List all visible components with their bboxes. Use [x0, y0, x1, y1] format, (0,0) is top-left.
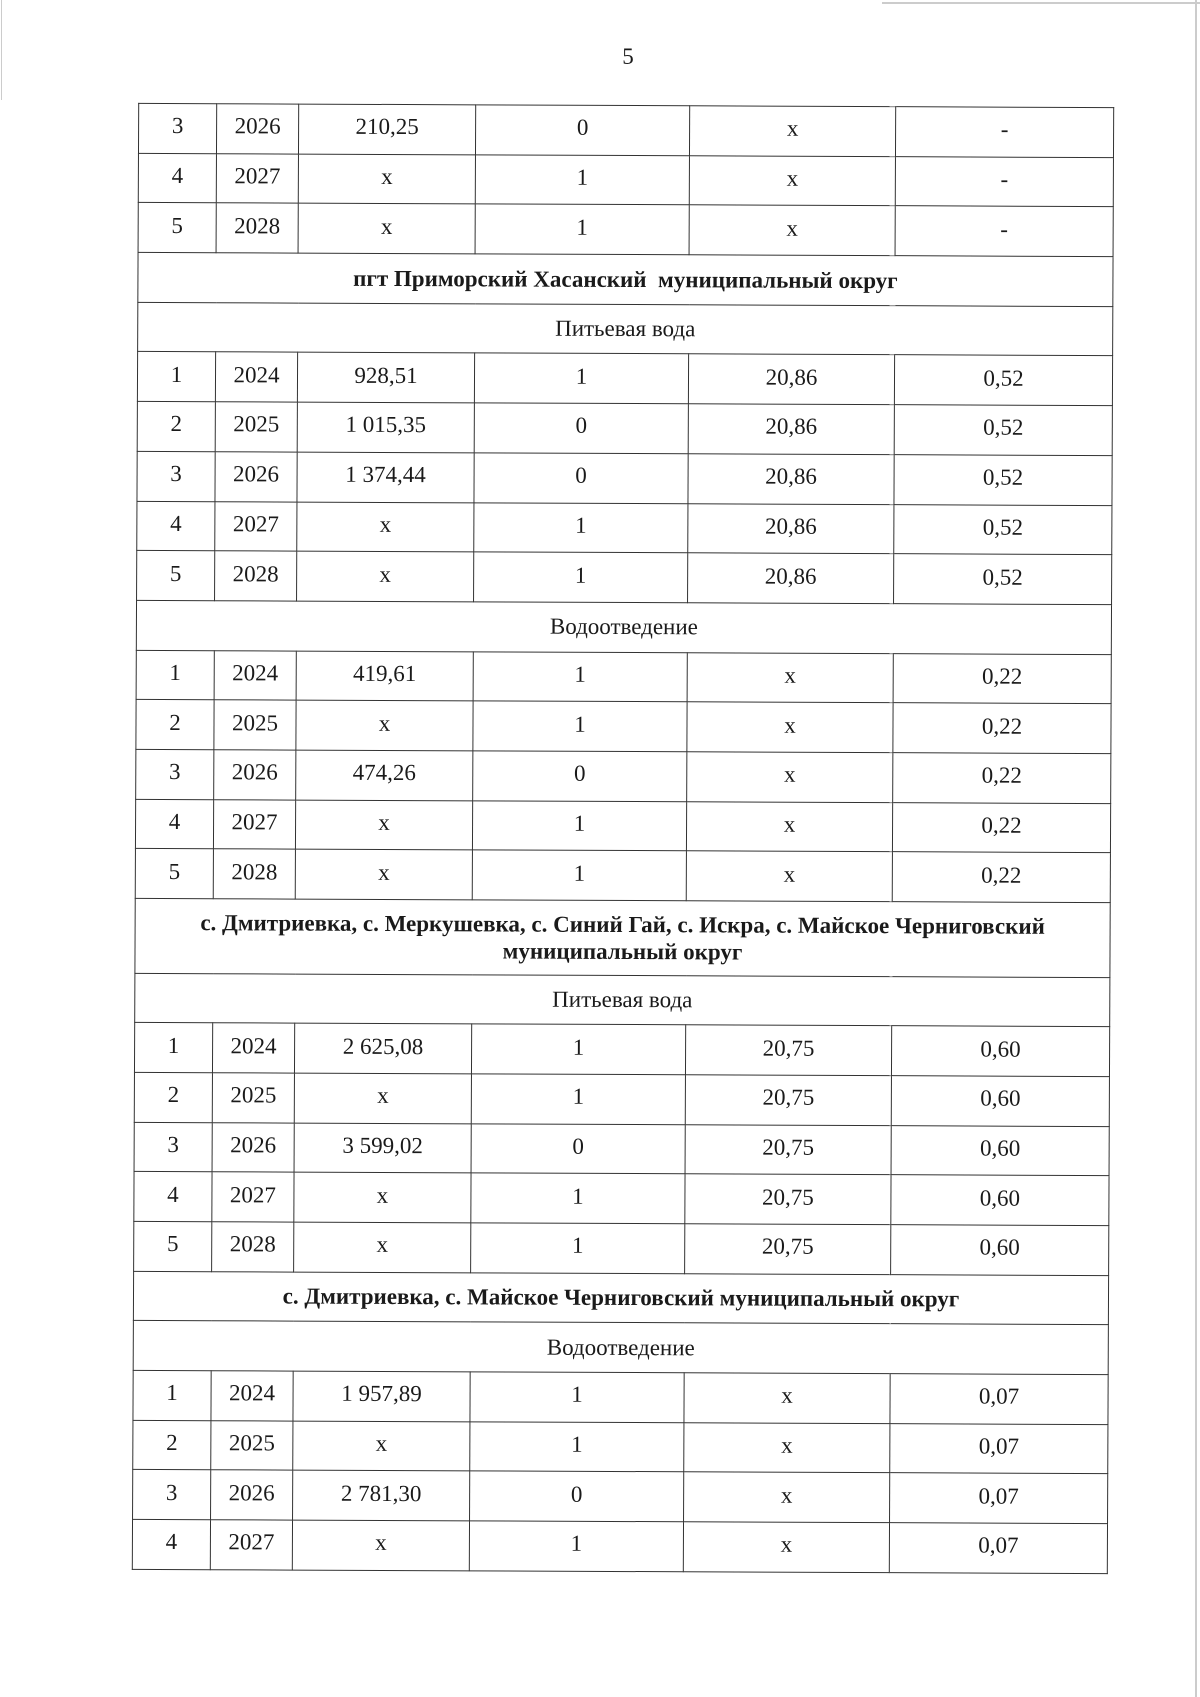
section-title-line: с. Дмитриевка, с. Майское Черниговский муниципальный округ [282, 1283, 960, 1312]
value-cell-4: 0 [475, 105, 689, 156]
section-header-row [133, 1271, 1108, 1325]
subsection-title: Водоотведение [136, 600, 1111, 654]
year-cell: 2025 [214, 700, 296, 750]
subsection-title: Водоотведение [133, 1321, 1108, 1375]
value-cell-6: 0,60 [891, 1175, 1109, 1226]
table-row [138, 203, 1113, 257]
row-number-cell: 3 [137, 451, 215, 501]
value-cell-6: 0,52 [894, 405, 1112, 456]
year-cell: 2024 [212, 1023, 294, 1073]
year-cell: 2027 [216, 153, 298, 203]
row-number-cell: 5 [138, 203, 216, 253]
value-cell-4: 1 [472, 800, 686, 851]
value-cell-3: х [298, 154, 475, 204]
value-cell-4: 1 [475, 155, 689, 206]
value-cell-3: х [297, 551, 474, 601]
value-cell-6: 0,22 [892, 802, 1110, 853]
value-cell-6: 0,60 [891, 1076, 1109, 1127]
value-cell-6: 0,22 [893, 703, 1111, 754]
table-row [134, 1023, 1109, 1077]
table-row [133, 1470, 1108, 1524]
table-row [132, 1519, 1107, 1573]
value-cell-6: 0,07 [890, 1473, 1108, 1524]
year-cell: 2026 [214, 750, 296, 800]
value-cell-6: 0,52 [894, 454, 1112, 505]
value-cell-5: х [684, 1472, 890, 1523]
row-number-cell: 4 [132, 1519, 210, 1569]
value-cell-5: 20,86 [688, 454, 894, 505]
value-cell-5: х [687, 652, 893, 703]
value-cell-6: 0,60 [891, 1225, 1109, 1276]
value-cell-6: 0,07 [889, 1523, 1107, 1574]
year-cell: 2025 [215, 402, 297, 452]
year-cell: 2027 [215, 501, 297, 551]
subsection-header-row [133, 1321, 1108, 1375]
year-cell: 2025 [211, 1420, 293, 1470]
table-row [134, 1122, 1109, 1176]
value-cell-3: 1 015,35 [297, 402, 474, 452]
table-row [136, 700, 1111, 754]
subsection-header-row [136, 600, 1111, 654]
value-cell-6: 0,52 [894, 504, 1112, 555]
year-cell: 2024 [215, 352, 297, 402]
page-number: 5 [622, 44, 634, 69]
value-cell-5: 20,75 [685, 1124, 891, 1175]
value-cell-4: 1 [474, 353, 688, 404]
value-cell-6: 0,22 [893, 753, 1111, 804]
table-row [137, 451, 1112, 505]
table-row [133, 1370, 1108, 1424]
value-cell-3: 2 781,30 [293, 1470, 470, 1520]
value-cell-6: 0,52 [894, 554, 1112, 605]
year-cell: 2028 [216, 203, 298, 253]
value-cell-5: х [684, 1422, 890, 1473]
section-title-line: муниципальный округ [502, 938, 743, 965]
row-number-cell: 2 [134, 1072, 212, 1122]
scan-edge-line [882, 2, 1200, 4]
row-number-cell: 4 [134, 1172, 212, 1222]
year-cell: 2026 [215, 452, 297, 502]
table-row [134, 1072, 1109, 1126]
value-cell-5: х [683, 1522, 889, 1573]
section-title-line: пгт Приморский Хасанский муниципальный округ [353, 265, 898, 294]
value-cell-3: 474,26 [296, 750, 473, 800]
section-header-row [135, 898, 1110, 977]
row-number-cell: 3 [133, 1470, 211, 1520]
row-number-cell: 1 [134, 1023, 212, 1073]
value-cell-4: 1 [473, 651, 687, 702]
value-cell-6: 0,22 [893, 653, 1111, 704]
row-number-cell: 5 [134, 1221, 212, 1271]
section-title-line: с. Дмитриевка, с. Меркушевка, с. Синий Гай, с. Искра, с. Майское Черниговский [200, 909, 1045, 939]
value-cell-4: 1 [469, 1521, 683, 1572]
value-cell-4: 1 [475, 204, 689, 255]
value-cell-3: 1 374,44 [297, 452, 474, 502]
value-cell-4: 1 [471, 1223, 685, 1274]
table-row [134, 1221, 1109, 1275]
value-cell-3: 419,61 [296, 651, 473, 701]
year-cell: 2027 [210, 1520, 292, 1570]
value-cell-4: 1 [474, 502, 688, 553]
scan-edge-line [1195, 0, 1197, 1697]
value-cell-5: х [687, 702, 893, 753]
subsection-header-row [135, 973, 1110, 1027]
row-number-cell: 3 [136, 749, 214, 799]
value-cell-4: 0 [470, 1471, 684, 1522]
value-cell-5: х [689, 106, 895, 157]
value-cell-5: 20,86 [688, 503, 894, 554]
table-body [132, 103, 1113, 1573]
value-cell-5: 20,86 [688, 404, 894, 455]
table-row [138, 103, 1113, 157]
table-row [135, 799, 1110, 853]
value-cell-4: 1 [470, 1372, 684, 1423]
value-cell-3: х [296, 700, 473, 750]
value-cell-6: - [895, 206, 1113, 257]
value-cell-4: 0 [471, 1123, 685, 1174]
table-row [136, 749, 1111, 803]
value-cell-5: 20,75 [685, 1025, 891, 1076]
value-cell-3: х [294, 1073, 471, 1123]
subsection-title: Питьевая вода [135, 973, 1110, 1027]
value-cell-3: х [294, 1222, 471, 1272]
value-cell-5: 20,86 [688, 354, 894, 405]
value-cell-4: 1 [471, 1173, 685, 1224]
value-cell-4: 1 [472, 850, 686, 901]
value-cell-4: 1 [474, 552, 688, 603]
row-number-cell: 3 [134, 1122, 212, 1172]
year-cell: 2027 [213, 799, 295, 849]
subsection-title: Питьевая вода [138, 302, 1113, 356]
value-cell-3: 2 625,08 [294, 1023, 471, 1073]
value-cell-5: х [684, 1373, 890, 1424]
value-cell-4: 1 [471, 1074, 685, 1125]
row-number-cell: 1 [133, 1370, 211, 1420]
value-cell-5: х [689, 205, 895, 256]
value-cell-3: х [293, 1421, 470, 1471]
section-title [138, 252, 1113, 306]
table-row [138, 153, 1113, 207]
value-cell-5: 20,75 [685, 1075, 891, 1126]
row-number-cell: 4 [137, 501, 215, 551]
value-cell-4: 0 [474, 403, 688, 454]
section-title [133, 1271, 1108, 1325]
row-number-cell: 2 [136, 700, 214, 750]
value-cell-5: х [686, 851, 892, 902]
table-row [137, 551, 1112, 605]
row-number-cell: 5 [137, 551, 215, 601]
value-cell-4: 1 [473, 701, 687, 752]
table-row [137, 501, 1112, 555]
value-cell-6: 0,22 [892, 852, 1110, 903]
row-number-cell: 2 [133, 1420, 211, 1470]
section-title [135, 898, 1110, 977]
year-cell: 2026 [212, 1122, 294, 1172]
table-row [133, 1420, 1108, 1474]
row-number-cell: 4 [138, 153, 216, 203]
value-cell-6: - [895, 107, 1113, 158]
value-cell-6: 0,52 [894, 355, 1112, 406]
value-cell-3: 928,51 [297, 353, 474, 403]
table-row [137, 402, 1112, 456]
value-cell-4: 1 [470, 1422, 684, 1473]
row-number-cell: 5 [135, 849, 213, 899]
value-cell-3: х [297, 502, 474, 552]
row-number-cell: 3 [138, 103, 216, 153]
year-cell: 2028 [215, 551, 297, 601]
value-cell-5: 20,75 [685, 1224, 891, 1275]
value-cell-6: 0,07 [890, 1374, 1108, 1425]
row-number-cell: 4 [135, 799, 213, 849]
value-cell-5: х [689, 155, 895, 206]
row-number-cell: 1 [137, 352, 215, 402]
table-row [135, 849, 1110, 903]
row-number-cell: 2 [137, 402, 215, 452]
value-cell-3: 210,25 [298, 104, 475, 154]
data-table [132, 103, 1114, 1574]
value-cell-3: х [298, 203, 475, 253]
value-cell-3: 1 957,89 [293, 1371, 470, 1421]
year-cell: 2027 [212, 1172, 294, 1222]
table-row [134, 1172, 1109, 1226]
row-number-cell: 1 [136, 650, 214, 700]
value-cell-3: х [295, 800, 472, 850]
year-cell: 2025 [212, 1073, 294, 1123]
value-cell-4: 1 [471, 1024, 685, 1075]
value-cell-3: х [295, 849, 472, 899]
value-cell-3: х [292, 1520, 469, 1570]
value-cell-6: - [895, 156, 1113, 207]
value-cell-5: х [686, 801, 892, 852]
scan-edge-line [1, 0, 2, 100]
value-cell-4: 0 [473, 751, 687, 802]
value-cell-6: 0,07 [890, 1423, 1108, 1474]
year-cell: 2026 [211, 1470, 293, 1520]
value-cell-5: 20,86 [688, 553, 894, 604]
year-cell: 2024 [214, 650, 296, 700]
value-cell-3: 3 599,02 [294, 1123, 471, 1173]
section-header-row [138, 252, 1113, 306]
year-cell: 2028 [212, 1222, 294, 1272]
year-cell: 2024 [211, 1371, 293, 1421]
value-cell-5: х [687, 752, 893, 803]
value-cell-5: 20,75 [685, 1174, 891, 1225]
year-cell: 2026 [216, 104, 298, 154]
value-cell-6: 0,60 [891, 1125, 1109, 1176]
table-row [137, 352, 1112, 406]
year-cell: 2028 [213, 849, 295, 899]
value-cell-6: 0,60 [891, 1026, 1109, 1077]
value-cell-4: 0 [474, 453, 688, 504]
value-cell-3: х [294, 1172, 471, 1222]
table-row [136, 650, 1111, 704]
subsection-header-row [138, 302, 1113, 356]
